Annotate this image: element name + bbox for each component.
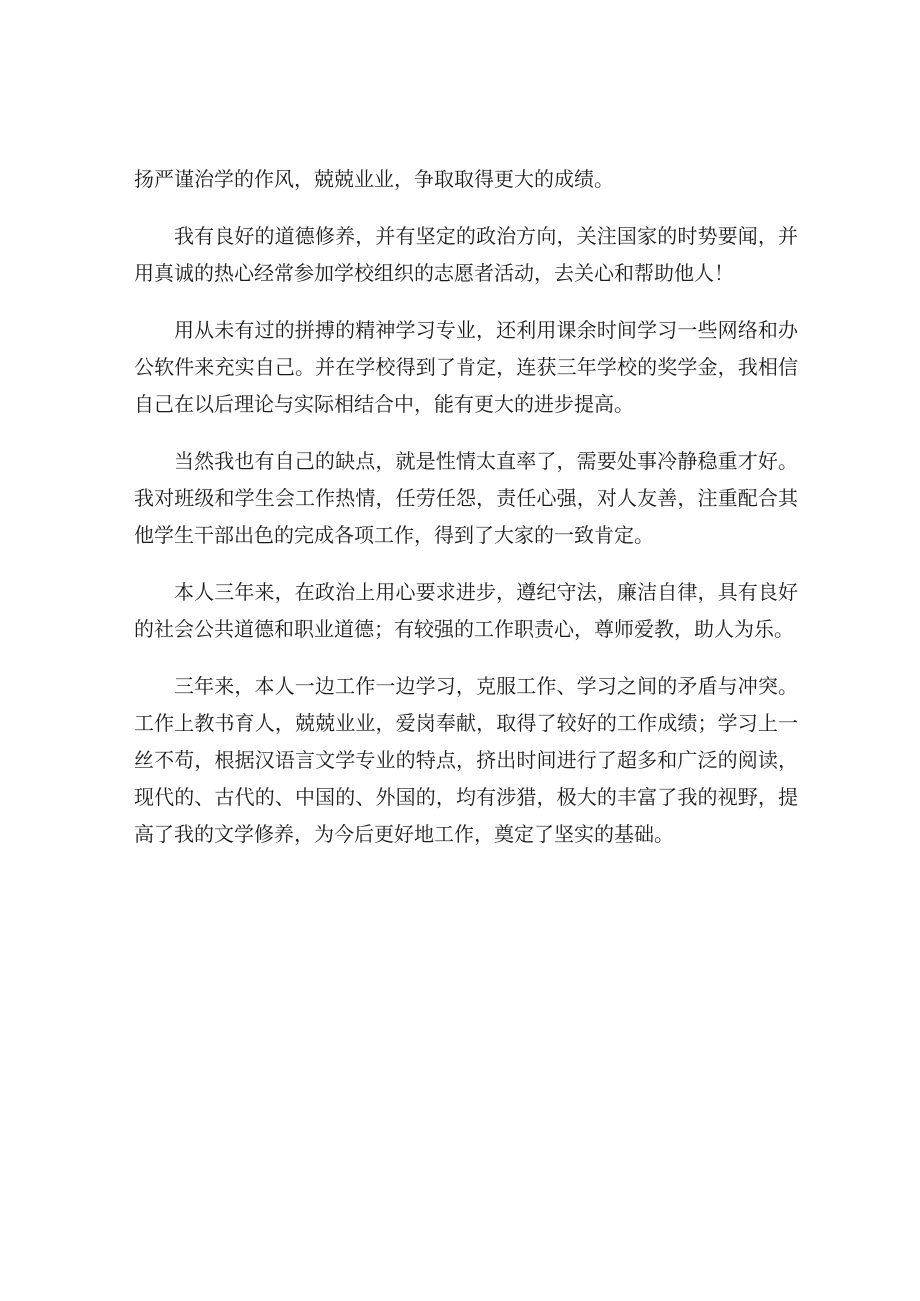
paragraph-politics: 本人三年来，在政治上用心要求进步，遵纪守法，廉洁自律，具有良好的社会公共道德和职业道德；有较强的工作职责心，尊师爱教，助人为乐。 [134,580,798,641]
paragraph-moral-cultivation: 我有良好的道德修养，并有坚定的政治方向，关注国家的时势要闻，并用真诚的热心经常参加学校组织的志愿者活动，去关心和帮助他人！ [134,224,798,285]
document-body [134,161,798,873]
paragraph-study: 用从未有过的拼搏的精神学习专业，还利用课余时间学习一些网络和办公软件来充实自己。并在学校得到了肯定，连获三年学校的奖学金，我相信自己在以后理论与实际相结合中，能有更大的进步提高。 [134,318,798,416]
paragraph-shortcomings: 当然我也有自己的缺点，就是性情太直率了，需要处事冷静稳重才好。我对班级和学生会工作热情，任劳任怨，责任心强，对人友善，注重配合其他学生干部出色的完成各项工作，得到了大家的一致肯定。 [134,449,798,547]
paragraph-work-and-study: 三年来，本人一边工作一边学习，克服工作、学习之间的矛盾与冲突。工作上教书育人，兢兢业业，爱岗奉献，取得了较好的工作成绩；学习上一丝不苟，根据汉语言文学专业的特点，挤出时间进行了超多和广泛的阅读，现代的、古代的、中国的、外国的，均有涉猎，极大的丰富了我的视野，提高了我的文学修养，为今后更好地工作，奠定了坚实的基础。 [134,674,798,846]
paragraph-continuation: 扬严谨治学的作风，兢兢业业，争取取得更大的成绩。 [134,167,614,191]
